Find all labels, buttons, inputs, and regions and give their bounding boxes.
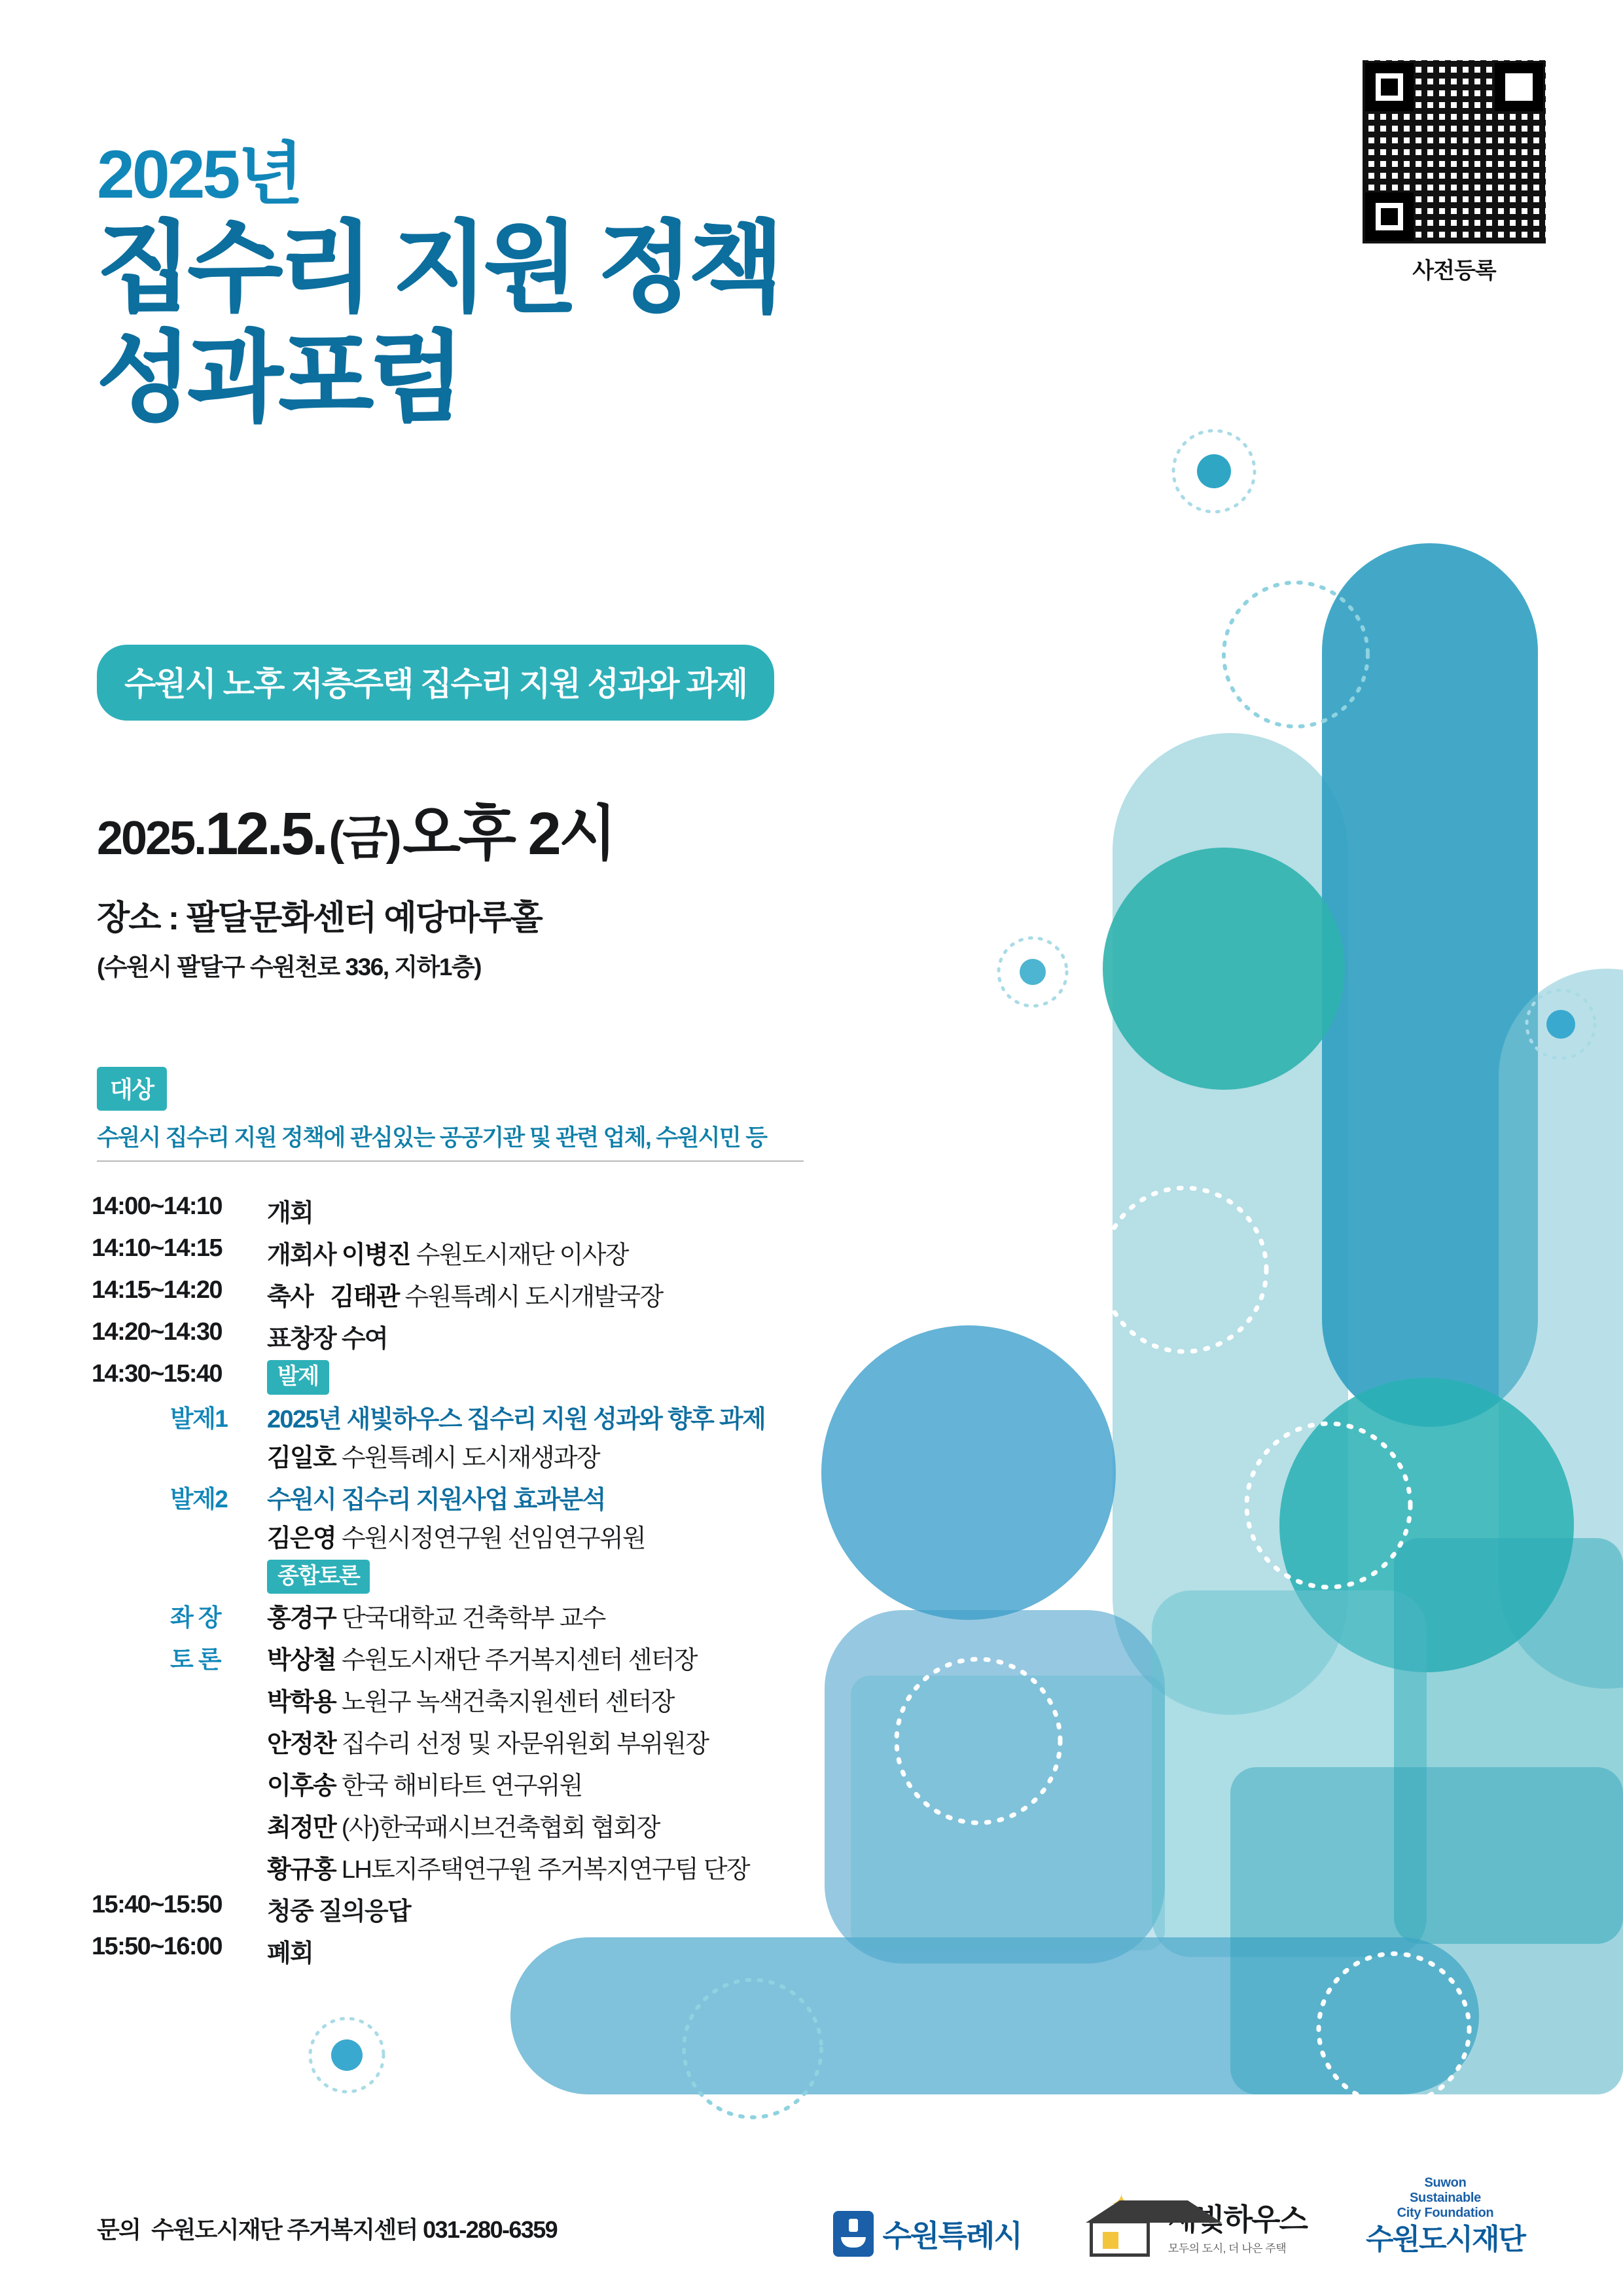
program-time: 14:10~14:15 bbox=[92, 1234, 222, 1262]
contact-label: 문의 bbox=[97, 2216, 141, 2243]
foundation-kr-label: 수원도시재단 bbox=[1365, 2223, 1525, 2256]
table-row bbox=[92, 1191, 942, 1229]
program-body bbox=[267, 1191, 313, 1229]
program-body bbox=[267, 1680, 674, 1717]
program-body bbox=[267, 1848, 749, 1885]
qr-code-icon[interactable] bbox=[1363, 60, 1546, 243]
program-title: 개회사 bbox=[267, 1242, 336, 1269]
speaker-name: 김일호 bbox=[267, 1444, 336, 1472]
audience-section bbox=[97, 1067, 804, 1162]
table-row bbox=[92, 1317, 942, 1354]
table-row bbox=[92, 1558, 942, 1594]
speaker-role: LH토지주택연구원 주거복지연구팀 단장 bbox=[341, 1856, 749, 1884]
panelist-label bbox=[92, 1638, 267, 1675]
speaker-role: 수원도시재단 이사장 bbox=[416, 1242, 628, 1269]
table-row bbox=[92, 1806, 942, 1843]
program-body bbox=[267, 1890, 410, 1927]
table-row bbox=[92, 1397, 942, 1435]
moderator-label-text: 좌 장 bbox=[170, 1604, 221, 1631]
saebit-house-tagline: 모두의 도시, 더 나은 주택 bbox=[1168, 2242, 1287, 2255]
saebit-house-label: 새빛하우스 bbox=[1168, 2202, 1307, 2236]
datetime-date: 12.5. bbox=[205, 800, 326, 867]
speaker-role: 수원시정연구원 선임연구위원 bbox=[341, 1524, 645, 1552]
contact-info bbox=[97, 2212, 557, 2245]
speaker-name: 박상철 bbox=[267, 1647, 336, 1674]
table-row bbox=[92, 1436, 942, 1473]
program-time: 14:30~15:40 bbox=[92, 1360, 222, 1388]
program-title: 폐회 bbox=[267, 1940, 313, 1967]
program-body bbox=[267, 1275, 662, 1312]
spacer bbox=[92, 1680, 267, 1681]
program-body bbox=[267, 1722, 708, 1759]
speaker-role: 수원특례시 도시재생과장 bbox=[341, 1444, 599, 1472]
speaker-name: 김은영 bbox=[267, 1524, 336, 1552]
contact-text: 수원도시재단 주거복지센터 031-280-6359 bbox=[151, 2216, 558, 2243]
datetime-day: (금) bbox=[329, 812, 400, 865]
program-body bbox=[267, 1436, 599, 1473]
datetime-time: 오후 2시 bbox=[402, 800, 615, 867]
table-row bbox=[92, 1848, 942, 1885]
foundation-en-line2: Sustainable bbox=[1410, 2191, 1481, 2206]
presentation-1-topic: 2025년 새빛하우스 집수리 지원 성과와 향후 과제 bbox=[267, 1405, 766, 1433]
speaker-role: 수원특례시 도시개발국장 bbox=[404, 1283, 663, 1311]
program-body bbox=[267, 1478, 605, 1515]
program-body bbox=[267, 1317, 387, 1354]
program-body bbox=[267, 1596, 605, 1634]
program-body bbox=[267, 1638, 697, 1676]
program-time: 14:15~14:20 bbox=[92, 1276, 222, 1304]
table-row bbox=[92, 1722, 942, 1759]
logo-saebit-house bbox=[1080, 2190, 1307, 2257]
poster-title-block bbox=[97, 137, 780, 433]
speaker-name: 이병진 bbox=[341, 1242, 410, 1269]
table-row bbox=[92, 1890, 942, 1927]
speaker-name: 최정만 bbox=[267, 1814, 336, 1842]
poster-subtitle: 수원시 노후 저층주택 집수리 지원 성과와 과제 bbox=[97, 645, 774, 721]
table-row bbox=[92, 1359, 942, 1395]
program-title: 축사 bbox=[267, 1283, 313, 1311]
table-row bbox=[92, 1931, 942, 1969]
table-row bbox=[92, 1680, 942, 1717]
table-row bbox=[92, 1596, 942, 1634]
table-row bbox=[92, 1233, 942, 1270]
logo-suwon-foundation bbox=[1366, 2176, 1525, 2257]
footer-logos bbox=[833, 2176, 1525, 2257]
program-time: 15:40~15:50 bbox=[92, 1891, 222, 1918]
suwon-city-emblem-icon bbox=[833, 2211, 874, 2257]
program-body bbox=[267, 1764, 582, 1801]
program-body bbox=[267, 1516, 645, 1554]
panel-label-text: 토 론 bbox=[170, 1646, 221, 1673]
foundation-en-line1: Suwon bbox=[1424, 2176, 1467, 2191]
star-icon: ✦ bbox=[1110, 2190, 1133, 2219]
spacer bbox=[92, 1848, 267, 1849]
program-body bbox=[267, 1558, 370, 1594]
table-row bbox=[92, 1638, 942, 1676]
presentation-2-topic: 수원시 집수리 지원사업 효과분석 bbox=[267, 1486, 605, 1514]
speaker-role: 집수리 선정 및 자문위원회 부위원장 bbox=[341, 1731, 709, 1758]
table-row bbox=[92, 1516, 942, 1554]
pre-registration-qr-block[interactable] bbox=[1356, 60, 1552, 285]
qr-caption: 사전등록 bbox=[1412, 259, 1496, 283]
spacer bbox=[92, 1516, 267, 1518]
event-venue bbox=[97, 890, 542, 982]
table-row bbox=[92, 1275, 942, 1312]
speaker-role: 수원도시재단 주거복지센터 센터장 bbox=[341, 1647, 697, 1674]
title-line-1: 집수리 지원 정책 bbox=[97, 213, 780, 323]
program-body bbox=[267, 1931, 313, 1969]
speaker-role: 단국대학교 건축학부 교수 bbox=[341, 1605, 605, 1632]
title-line-2: 성과포럼 bbox=[97, 323, 461, 433]
event-datetime bbox=[97, 785, 615, 872]
program-body bbox=[267, 1806, 660, 1843]
program-time: 14:00~14:10 bbox=[92, 1193, 222, 1220]
house-icon bbox=[1080, 2190, 1159, 2257]
datetime-year: 2025. bbox=[97, 812, 205, 865]
speaker-name: 안정찬 bbox=[267, 1731, 336, 1758]
speaker-name: 이후송 bbox=[267, 1772, 336, 1800]
session-tag-presentation: 발제 bbox=[267, 1360, 329, 1395]
speaker-name: 황규홍 bbox=[267, 1856, 336, 1884]
table-row bbox=[92, 1764, 942, 1801]
speaker-name: 박학용 bbox=[267, 1689, 336, 1716]
presentation-label bbox=[92, 1478, 267, 1515]
venue-name: 장소 : 팔달문화센터 예당마루홀 bbox=[97, 899, 542, 937]
audience-tag: 대상 bbox=[97, 1067, 167, 1111]
program-body bbox=[267, 1397, 765, 1435]
title-year: 2025년 bbox=[97, 137, 301, 213]
spacer bbox=[92, 1722, 267, 1723]
program-body bbox=[267, 1359, 329, 1395]
section-divider bbox=[97, 1160, 804, 1162]
program-title: 표창장 수여 bbox=[267, 1325, 387, 1353]
program-title: 개회 bbox=[267, 1200, 313, 1227]
presentation-label bbox=[92, 1397, 267, 1434]
speaker-role: 노원구 녹색건축지원센터 센터장 bbox=[341, 1689, 674, 1716]
speaker-role: 한국 해비타트 연구위원 bbox=[341, 1772, 582, 1800]
audience-description: 수원시 집수리 지원 정책에 관심있는 공공기관 및 관련 업체, 수원시민 등 bbox=[97, 1125, 767, 1151]
suwon-city-label: 수원특례시 bbox=[882, 2219, 1022, 2253]
session-tag-panel: 종합토론 bbox=[267, 1560, 370, 1594]
program-time: 15:50~16:00 bbox=[92, 1933, 222, 1960]
spacer bbox=[92, 1558, 267, 1560]
speaker-name: 김태관 bbox=[330, 1283, 399, 1311]
presentation-1-label: 발제1 bbox=[170, 1405, 228, 1432]
spacer bbox=[92, 1436, 267, 1437]
venue-address: (수원시 팔달구 수원천로 336, 지하1층) bbox=[97, 954, 481, 980]
speaker-role: (사)한국패시브건축협회 협회장 bbox=[341, 1814, 660, 1842]
spacer bbox=[92, 1806, 267, 1807]
spacer bbox=[92, 1764, 267, 1765]
program-schedule bbox=[92, 1191, 942, 1973]
moderator-label bbox=[92, 1596, 267, 1633]
foundation-en-line3: City Foundation bbox=[1397, 2206, 1494, 2221]
speaker-name: 홍경구 bbox=[267, 1605, 336, 1632]
logo-suwon-city bbox=[833, 2211, 1022, 2257]
program-title: 청중 질의응답 bbox=[267, 1898, 410, 1926]
table-row bbox=[92, 1478, 942, 1515]
program-body bbox=[267, 1233, 628, 1270]
presentation-2-label: 발제2 bbox=[170, 1485, 228, 1513]
program-time: 14:20~14:30 bbox=[92, 1318, 222, 1346]
